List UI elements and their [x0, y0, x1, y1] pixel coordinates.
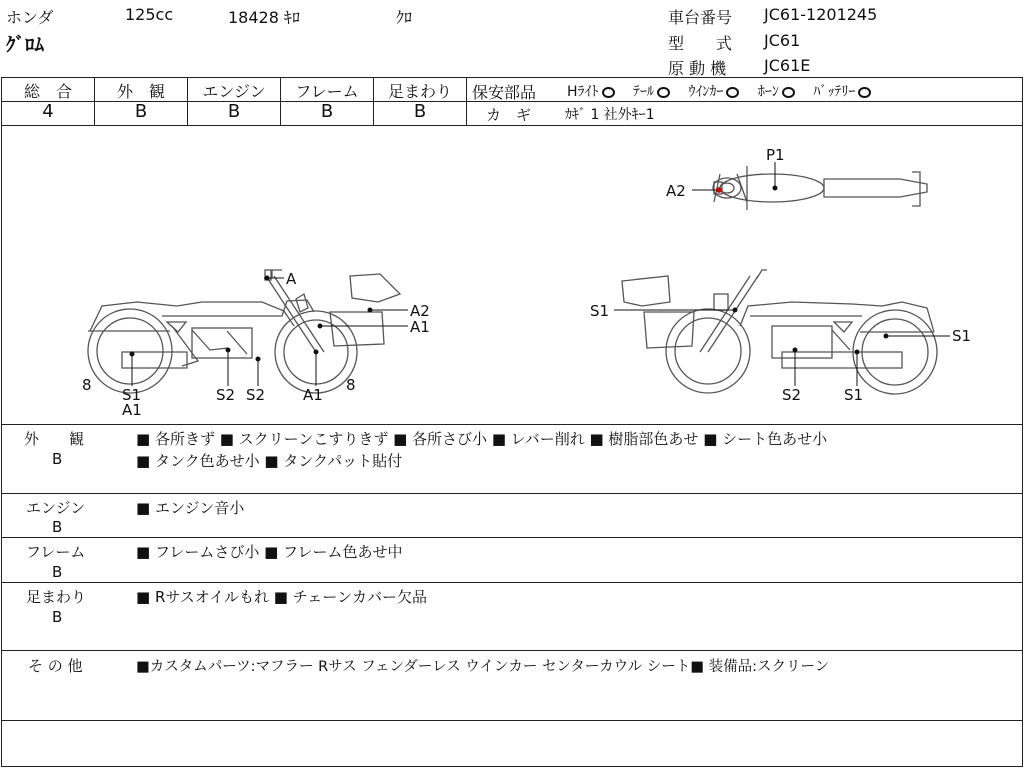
- note-line: ■ フレームさび小 ■ フレーム色あせ中: [136, 543, 403, 561]
- safety-item-horn: ﾎｰﾝ: [757, 84, 779, 100]
- note-line: ■ タンク色あせ小 ■ タンクパット貼付: [136, 452, 403, 470]
- safety-label: 保安部品: [472, 83, 537, 102]
- divider: [1, 537, 1023, 538]
- diagram-label: S2: [246, 386, 266, 404]
- safety-item-battery: ﾊﾞｯﾃﾘｰ: [813, 84, 856, 100]
- safety-items: [567, 81, 871, 101]
- note-grade-exterior: B: [52, 450, 63, 468]
- diagram-label: S1: [844, 386, 864, 404]
- diagram-label: S2: [216, 386, 236, 404]
- safety-item-winker: ｳｲﾝｶｰ: [688, 84, 724, 100]
- grade-label-engine: エンジン: [202, 82, 266, 101]
- diagram-label: S1: [590, 302, 610, 320]
- safety-item-tail: ﾃｰﾙ: [632, 84, 654, 100]
- diagram-label: S1: [952, 327, 972, 345]
- grade-label-suspension: 足まわり: [387, 82, 452, 101]
- damage-diagram: [2, 126, 1022, 424]
- color: ｸﾛ: [396, 8, 413, 27]
- diagram-label: P1: [766, 146, 785, 164]
- keys-label: カ ギ: [486, 106, 532, 124]
- bike-top-view: [713, 166, 927, 210]
- diagram-label: S1: [122, 386, 142, 404]
- note-grade-suspension: B: [52, 608, 63, 626]
- model-name: ｸﾞﾛﾑ: [6, 34, 45, 56]
- grade-value-overall: 4: [42, 101, 54, 122]
- grade-value-exterior: B: [134, 101, 148, 122]
- diagram-label: S2: [782, 386, 802, 404]
- divider: [466, 77, 467, 125]
- note-label-engine: エンジン: [26, 499, 86, 517]
- ok-mark-icon: [602, 87, 615, 98]
- maker: ホンダ: [6, 8, 54, 27]
- note-line: ■カスタムパーツ:マフラー Rサス フェンダーレス ウインカー センターカウル シート■ 装備品:スクリーン: [136, 659, 830, 675]
- bike-left-side-view: [88, 270, 400, 393]
- ok-mark-icon: [657, 87, 670, 98]
- ok-mark-icon: [858, 87, 871, 98]
- note-grade-frame: B: [52, 563, 63, 581]
- frame-no-label: 車台番号: [668, 8, 733, 27]
- grade-value-frame: B: [320, 101, 334, 122]
- grade-label-exterior: 外 観: [116, 82, 165, 101]
- grade-label-frame: フレーム: [295, 82, 359, 101]
- diagram-label: A1: [410, 318, 430, 336]
- note-label-exterior: 外 観: [24, 430, 85, 448]
- note-line: ■ エンジン音小: [136, 499, 245, 517]
- note-line: ■ Rサスオイルもれ ■ チェーンカバー欠品: [136, 588, 427, 606]
- engine-value: JC61E: [764, 56, 811, 75]
- ok-mark-icon: [726, 87, 739, 98]
- type-value: JC61: [764, 31, 801, 50]
- divider: [1, 424, 1023, 425]
- note-grade-engine: B: [52, 518, 63, 536]
- grade-value-engine: B: [227, 101, 241, 122]
- bike-right-side-view: [622, 270, 937, 394]
- frame-no: JC61-1201245: [764, 5, 878, 24]
- type-label: 型 式: [668, 34, 733, 53]
- engine-label: 原 動 機: [668, 59, 727, 78]
- ok-mark-icon: [782, 87, 795, 98]
- divider: [1, 582, 1023, 583]
- divider: [1, 650, 1023, 651]
- note-label-frame: フレーム: [26, 543, 86, 561]
- diagram-label: A1: [122, 401, 142, 419]
- diagram-label: A2: [666, 182, 686, 200]
- diagram-label: 8: [82, 376, 92, 394]
- diagram-label: A1: [303, 386, 323, 404]
- diagram-label: A: [286, 270, 297, 288]
- diagram-label: 8: [346, 376, 356, 394]
- safety-item-headlight: Hﾗｲﾄ: [567, 84, 599, 100]
- note-label-other: そ の 他: [28, 657, 83, 675]
- divider: [1, 720, 1023, 721]
- displacement: 125cc: [125, 5, 174, 24]
- mileage: 18428 ｷﾛ: [228, 8, 300, 27]
- diagram-label: A2: [410, 302, 430, 320]
- note-line: ■ 各所きず ■ スクリーンこすりきず ■ 各所さび小 ■ レバー削れ ■ 樹脂部色あせ ■ シート色あせ小: [136, 430, 828, 448]
- keys-value: ｶｷﾞ 1 社外ｷｰ1: [565, 107, 655, 123]
- grade-value-suspension: B: [413, 101, 427, 122]
- note-label-suspension: 足まわり: [26, 588, 87, 606]
- divider: [1, 493, 1023, 494]
- grade-label-overall: 総 合: [23, 82, 72, 101]
